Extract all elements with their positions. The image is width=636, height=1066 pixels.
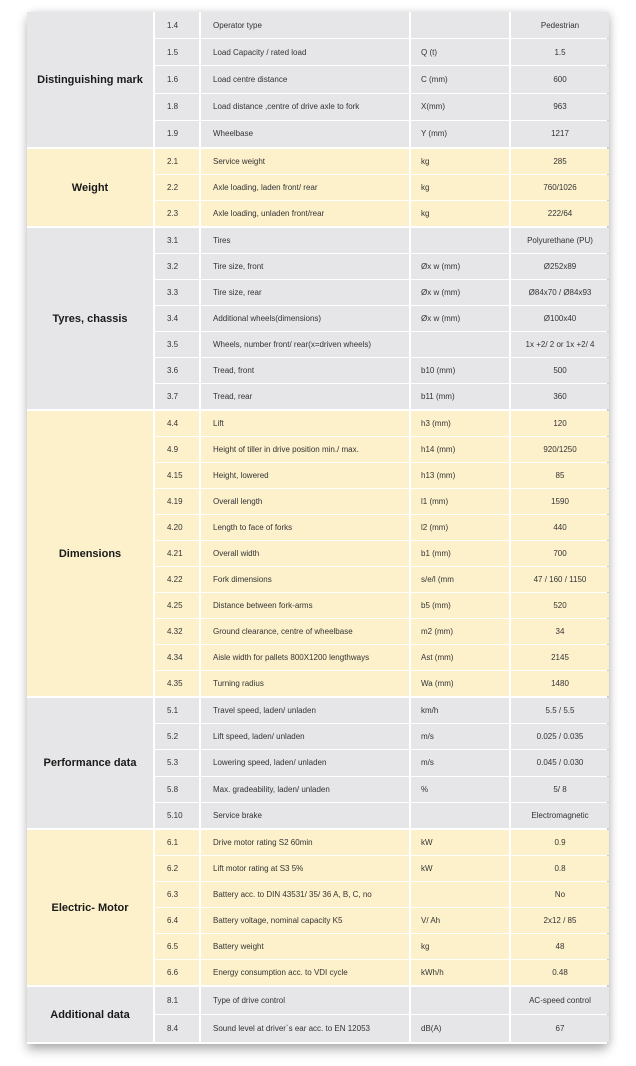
row-description: Travel speed, laden/ unladen (201, 698, 409, 723)
row-unit: Q (t) (411, 39, 509, 65)
group-title: Tyres, chassis (27, 228, 153, 409)
row-number: 3.6 (155, 358, 199, 383)
group-weight (27, 149, 605, 226)
row-value: 5.5 / 5.5 (511, 698, 609, 723)
row-number: 4.4 (155, 411, 199, 436)
row-value: 1480 (511, 671, 609, 696)
row-value: 222/64 (511, 201, 609, 226)
row-description: Drive motor rating S2 60min (201, 830, 409, 855)
row-value: AC-speed control (511, 987, 609, 1014)
row-value: 1.5 (511, 39, 609, 65)
row-number: 5.2 (155, 724, 199, 749)
row-description: Lift motor rating at S3 5% (201, 856, 409, 881)
row-unit: h14 (mm) (411, 437, 509, 462)
row-unit: b5 (mm) (411, 593, 509, 618)
row-unit: h3 (mm) (411, 411, 509, 436)
row-unit: m/s (411, 724, 509, 749)
row-value: 440 (511, 515, 609, 540)
row-unit: kg (411, 201, 509, 226)
row-number: 4.21 (155, 541, 199, 566)
row-value: 34 (511, 619, 609, 644)
row-number: 4.34 (155, 645, 199, 670)
row-unit: Ast (mm) (411, 645, 509, 670)
row-unit: m/s (411, 750, 509, 775)
row-value: 0.8 (511, 856, 609, 881)
group-distinguishing-mark (27, 12, 605, 147)
row-number: 4.9 (155, 437, 199, 462)
row-description: Ground clearance, centre of wheelbase (201, 619, 409, 644)
row-value: 47 / 160 / 1150 (511, 567, 609, 592)
row-number: 3.1 (155, 228, 199, 253)
row-description: Service weight (201, 149, 409, 174)
row-description: Tires (201, 228, 409, 253)
row-number: 2.3 (155, 201, 199, 226)
row-unit (411, 803, 509, 828)
row-number: 6.2 (155, 856, 199, 881)
group-title: Electric- Motor (27, 830, 153, 985)
row-value: 0.9 (511, 830, 609, 855)
row-number: 1.5 (155, 39, 199, 65)
row-unit: b11 (mm) (411, 384, 509, 409)
row-value: 700 (511, 541, 609, 566)
row-unit (411, 228, 509, 253)
row-number: 3.5 (155, 332, 199, 357)
row-number: 3.7 (155, 384, 199, 409)
row-number: 5.10 (155, 803, 199, 828)
group-title: Additional data (27, 987, 153, 1042)
group-additional-data (27, 987, 605, 1042)
row-unit: l2 (mm) (411, 515, 509, 540)
row-value: 520 (511, 593, 609, 618)
row-unit: % (411, 777, 509, 802)
row-unit: Y (mm) (411, 121, 509, 147)
row-number: 5.3 (155, 750, 199, 775)
row-number: 3.3 (155, 280, 199, 305)
row-number: 3.4 (155, 306, 199, 331)
row-description: Fork dimensions (201, 567, 409, 592)
group-tyres-chassis (27, 228, 605, 409)
row-unit: kW (411, 856, 509, 881)
row-number: 6.5 (155, 934, 199, 959)
row-description: Overall width (201, 541, 409, 566)
row-description: Distance between fork-arms (201, 593, 409, 618)
row-description: Lift speed, laden/ unladen (201, 724, 409, 749)
row-value: 760/1026 (511, 175, 609, 200)
row-description: Overall length (201, 489, 409, 514)
row-value: 67 (511, 1015, 609, 1042)
row-number: 4.22 (155, 567, 199, 592)
group-title: Dimensions (27, 411, 153, 696)
row-value: 920/1250 (511, 437, 609, 462)
row-value: 285 (511, 149, 609, 174)
row-description: Additional wheels(dimensions) (201, 306, 409, 331)
row-number: 5.1 (155, 698, 199, 723)
row-value: 0.48 (511, 960, 609, 985)
row-description: Battery voltage, nominal capacity K5 (201, 908, 409, 933)
row-value: 120 (511, 411, 609, 436)
row-value: Ø252x89 (511, 254, 609, 279)
row-value: Electromagnetic (511, 803, 609, 828)
row-description: Load Capacity / rated load (201, 39, 409, 65)
row-number: 4.35 (155, 671, 199, 696)
row-description: Battery weight (201, 934, 409, 959)
row-unit: b1 (mm) (411, 541, 509, 566)
row-description: Load centre distance (201, 66, 409, 92)
row-unit (411, 332, 509, 357)
group-title: Distinguishing mark (27, 12, 153, 147)
row-unit: X(mm) (411, 94, 509, 120)
row-unit: b10 (mm) (411, 358, 509, 383)
row-number: 8.4 (155, 1015, 199, 1042)
row-description: Tire size, rear (201, 280, 409, 305)
row-description: Lowering speed, laden/ unladen (201, 750, 409, 775)
row-number: 2.2 (155, 175, 199, 200)
row-unit: km/h (411, 698, 509, 723)
row-number: 4.32 (155, 619, 199, 644)
row-description: Operator type (201, 12, 409, 38)
row-number: 4.20 (155, 515, 199, 540)
row-number: 6.6 (155, 960, 199, 985)
row-value: 1217 (511, 121, 609, 147)
row-unit: V/ Ah (411, 908, 509, 933)
row-description: Turning radius (201, 671, 409, 696)
row-unit (411, 12, 509, 38)
row-description: Sound level at driver`s ear acc. to EN 12053 (201, 1015, 409, 1042)
row-description: Wheelbase (201, 121, 409, 147)
row-number: 6.3 (155, 882, 199, 907)
row-description: Tread, rear (201, 384, 409, 409)
row-description: Aisle width for pallets 800X1200 lengthways (201, 645, 409, 670)
row-unit: kWh/h (411, 960, 509, 985)
row-value: 1x +2/ 2 or 1x +2/ 4 (511, 332, 609, 357)
row-value: Pedestrian (511, 12, 609, 38)
row-unit: m2 (mm) (411, 619, 509, 644)
row-description: Lift (201, 411, 409, 436)
row-number: 6.1 (155, 830, 199, 855)
row-description: Energy consumption acc. to VDI cycle (201, 960, 409, 985)
row-value: Ø84x70 / Ø84x93 (511, 280, 609, 305)
row-number: 1.6 (155, 66, 199, 92)
row-description: Type of drive control (201, 987, 409, 1014)
row-value: 85 (511, 463, 609, 488)
row-description: Height of tiller in drive position min./ max. (201, 437, 409, 462)
row-description: Axle loading, laden front/ rear (201, 175, 409, 200)
row-description: Tread, front (201, 358, 409, 383)
row-unit: dB(A) (411, 1015, 509, 1042)
row-number: 4.25 (155, 593, 199, 618)
row-value: 48 (511, 934, 609, 959)
row-description: Wheels, number front/ rear(x=driven wheels) (201, 332, 409, 357)
row-value: 963 (511, 94, 609, 120)
row-description: Axle loading, unladen front/rear (201, 201, 409, 226)
row-unit: Wa (mm) (411, 671, 509, 696)
row-unit: h13 (mm) (411, 463, 509, 488)
group-title: Weight (27, 149, 153, 226)
row-unit: Øx w (mm) (411, 254, 509, 279)
row-description: Tire size, front (201, 254, 409, 279)
group-title: Performance data (27, 698, 153, 828)
row-value: No (511, 882, 609, 907)
row-unit (411, 882, 509, 907)
row-value: 360 (511, 384, 609, 409)
row-number: 5.8 (155, 777, 199, 802)
group-electric-motor (27, 830, 605, 985)
row-unit: kg (411, 175, 509, 200)
row-value: 0.045 / 0.030 (511, 750, 609, 775)
row-description: Height, lowered (201, 463, 409, 488)
row-number: 8.1 (155, 987, 199, 1014)
row-value: 2145 (511, 645, 609, 670)
row-unit: s/e/l (mm (411, 567, 509, 592)
row-value: 5/ 8 (511, 777, 609, 802)
row-unit: Øx w (mm) (411, 306, 509, 331)
row-description: Battery acc. to DIN 43531/ 35/ 36 A, B, C, no (201, 882, 409, 907)
row-number: 6.4 (155, 908, 199, 933)
row-number: 1.8 (155, 94, 199, 120)
row-unit: kg (411, 934, 509, 959)
row-value: 0.025 / 0.035 (511, 724, 609, 749)
row-value: 1590 (511, 489, 609, 514)
row-value: 600 (511, 66, 609, 92)
group-dimensions (27, 411, 605, 696)
row-description: Service brake (201, 803, 409, 828)
row-description: Max. gradeability, laden/ unladen (201, 777, 409, 802)
row-number: 4.19 (155, 489, 199, 514)
row-number: 1.9 (155, 121, 199, 147)
row-number: 3.2 (155, 254, 199, 279)
row-unit: kW (411, 830, 509, 855)
row-description: Length to face of forks (201, 515, 409, 540)
group-performance-data (27, 698, 605, 828)
row-description: Load distance ,centre of drive axle to fork (201, 94, 409, 120)
spec-sheet (27, 12, 607, 1044)
row-unit: C (mm) (411, 66, 509, 92)
row-number: 4.15 (155, 463, 199, 488)
row-unit: Øx w (mm) (411, 280, 509, 305)
row-value: 500 (511, 358, 609, 383)
row-value: 2x12 / 85 (511, 908, 609, 933)
row-value: Ø100x40 (511, 306, 609, 331)
row-unit (411, 987, 509, 1014)
row-number: 1.4 (155, 12, 199, 38)
row-unit: l1 (mm) (411, 489, 509, 514)
row-number: 2.1 (155, 149, 199, 174)
row-unit: kg (411, 149, 509, 174)
row-value: Polyurethane (PU) (511, 228, 609, 253)
